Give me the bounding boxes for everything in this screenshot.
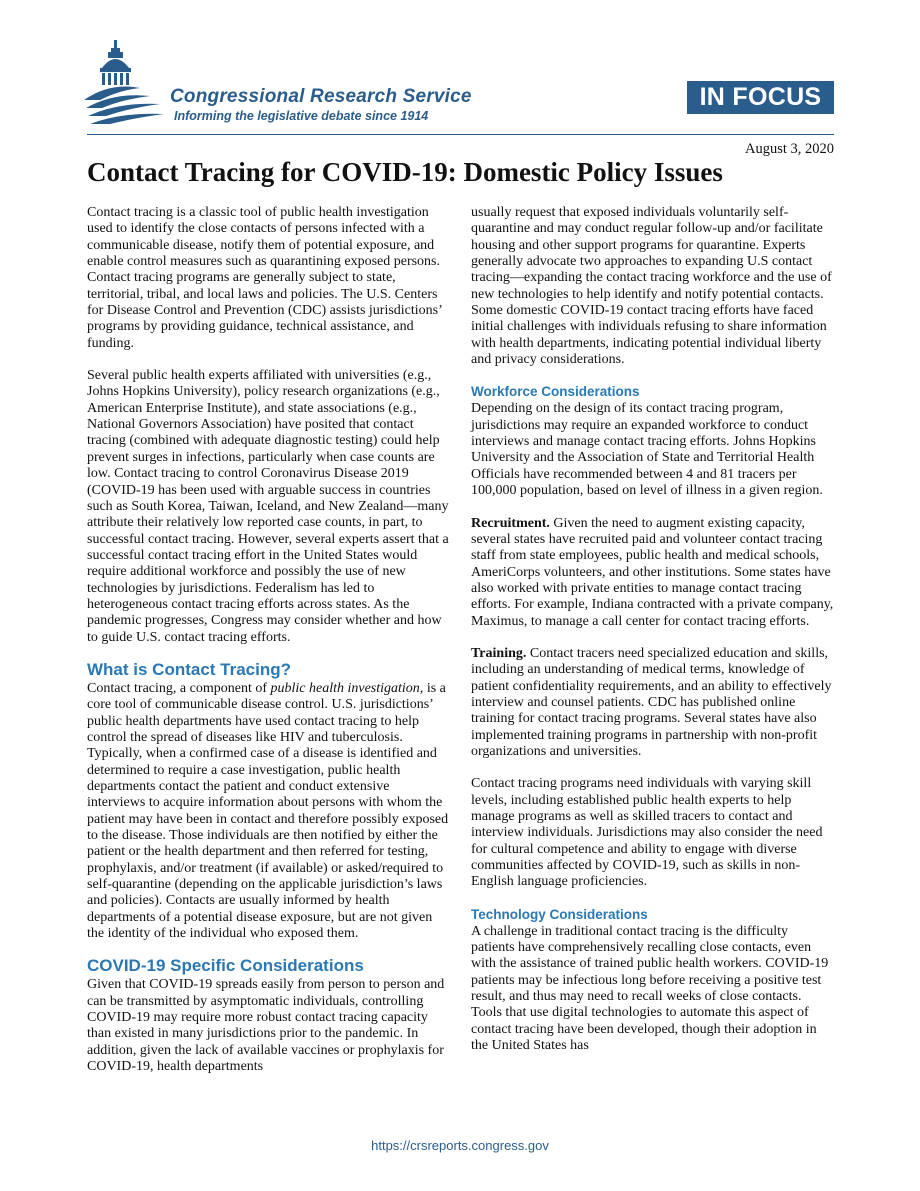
- header-rule: [87, 134, 834, 135]
- org-name: Congressional Research Service: [170, 86, 472, 107]
- workforce-paragraph: Depending on the design of its contact tracing program, jurisdictions may require an expanded workforce to conduct interviews and manage contact tracing efforts. Johns Hopkins University and the Association of State and Territorial Health Officials have recommended between 4 and 81 tracers per 100,000 population, based on level of illness in a given region.: [471, 401, 823, 499]
- technology-paragraph: A challenge in traditional contact tracing is the difficulty patients have comprehensively recalling close contacts, even with the assistance of trained public health workers. COVID-19 patients may be infectious long before receiving a positive test result, and thus may need to recall weeks of close contacts. Tools that use digital technologies to automate this aspect of contact tracing have been developed, though their adoption in the United States has: [471, 923, 829, 1054]
- in-focus-badge: IN FOCUS: [687, 81, 834, 114]
- subheading-technology: Technology Considerations: [471, 906, 648, 922]
- org-tagline: Informing the legislative debate since 1914: [174, 109, 429, 123]
- section-heading-what-is: What is Contact Tracing?: [87, 659, 292, 679]
- skills-paragraph: Contact tracing programs need individuals with varying skill levels, including established public health experts to help manage programs as well as skilled tracers to contact and interview individuals. Jurisdictions may also consider the need for cultural competence and ability to engage with diverse communities affected by COVID-19, such as skills in non-English language proficiencies.: [471, 776, 823, 890]
- recruitment-text: Given the need to augment existing capacity, several states have recruited paid and volunteer contact tracing staff from state employees, public health and medical schools, AmeriCorps volunteers, and other institutions. Some states have also worked with private entities to manage contact tracing efforts. For example, Indiana contracted with a private company, Maximus, to manage a call center for contact tracing efforts.: [471, 515, 834, 629]
- recruitment-paragraph: [471, 516, 834, 630]
- what-is-emphasis: public health investigation,: [270, 680, 424, 696]
- footer-url[interactable]: https://crsreports.congress.gov: [371, 1138, 549, 1153]
- recruitment-lead: Recruitment.: [471, 515, 550, 531]
- training-lead: Training.: [471, 645, 527, 661]
- what-is-paragraph: [87, 681, 450, 943]
- capitol-dome-icon: [80, 38, 164, 130]
- right-column: [471, 205, 834, 1054]
- report-header: [0, 0, 920, 140]
- left-column: [87, 205, 450, 1076]
- section-heading-covid: COVID-19 Specific Considerations: [87, 956, 364, 976]
- what-is-text-rest: is a core tool of communicable disease control. U.S. jurisdictions’ public health departments have used contact tracing to help control the spread of diseases like HIV and tuberculosis. Typically, when a confirmed case of a disease is identified and determined to require a case investigation, public health departments contact the patient and conduct extensive interviews to acquire information about persons with whom the patient may have been in contact and therefore possibly exposed to the disease. Those individuals are then notified by either the patient or the health department and then referred for testing, prophylaxis, and/or treatment (if available) or asked/required to self-quarantine (depending on the applicable jurisdiction’s laws and policies). Contacts are usually informed by health departments of a potential disease exposure, but are not given the identity of the individual who exposed them.: [87, 680, 449, 942]
- covid-paragraph: Given that COVID-19 spreads easily from person to person and can be transmitted by asymptomatic individuals, controlling COVID-19 may require more robust contact tracing capacity than existed in many jurisdictions prior to the pandemic. In addition, given the lack of available vaccines or prophylaxis for COVID-19, health departments: [87, 977, 445, 1075]
- training-text: Contact tracers need specialized education and skills, including an understanding of medical terms, knowledge of patient confidentiality requirements, and an ability to effectively interview and counsel patients. CDC has published online training for contact tracing programs. Several states have also implemented training programs in partnership with non-profit organizations and universities.: [471, 645, 832, 759]
- subheading-workforce: Workforce Considerations: [471, 384, 640, 400]
- page-title: Contact Tracing for COVID-19: Domestic Policy Issues: [87, 157, 723, 187]
- report-date: August 3, 2020: [744, 141, 834, 157]
- training-paragraph: [471, 646, 834, 760]
- intro-paragraph: Contact tracing is a classic tool of public health investigation used to identify the close contacts of persons infected with a communicable disease, notify them of potential exposure, and enable control measures such as quarantining exposed persons. Contact tracing programs are generally subject to state, territorial, tribal, and local laws and policies. The U.S. Centers for Disease Control and Prevention (CDC) assists jurisdictions’ programs by providing guidance, technical assistance, and funding.: [87, 205, 442, 351]
- continued-paragraph: usually request that exposed individuals voluntarily self-quarantine and may conduct regular follow-up and/or facilitate housing and other support programs for quarantine. Experts generally advocate two approaches to expanding U.S contact tracing—expanding the contact tracing workforce and the use of new technologies to help identify and notify potential contacts. Some domestic COVID-19 contact tracing efforts have faced initial challenges with individuals refusing to share information with health departments, indicating potential individual liberty and privacy considerations.: [471, 205, 832, 368]
- experts-paragraph: Several public health experts affiliated with universities (e.g., Johns Hopkins University), policy research organizations (e.g., American Enterprise Institute), and state associations (e.g., National Governors Association) have posited that contact tracing (combined with adequate diagnostic testing) could help prevent surges in infections, particularly when case counts are low. Contact tracing to control Coronavirus Disease 2019 (COVID-19 has been used with arguable success in countries such as South Korea, Taiwan, Iceland, and New Zealand—many attribute their relatively low reported case counts, in part, to successful contact tracing. However, several experts assert that a successful contact tracing effort in the United States would require additional workforce and possibly the use of new technologies by jurisdictions. Federalism has led to heterogeneous contact tracing efforts across states. As the pandemic progresses, Congress may consider whether and how to guide U.S. contact tracing efforts.: [87, 368, 449, 645]
- what-is-text-start: Contact tracing, a component of: [87, 680, 271, 696]
